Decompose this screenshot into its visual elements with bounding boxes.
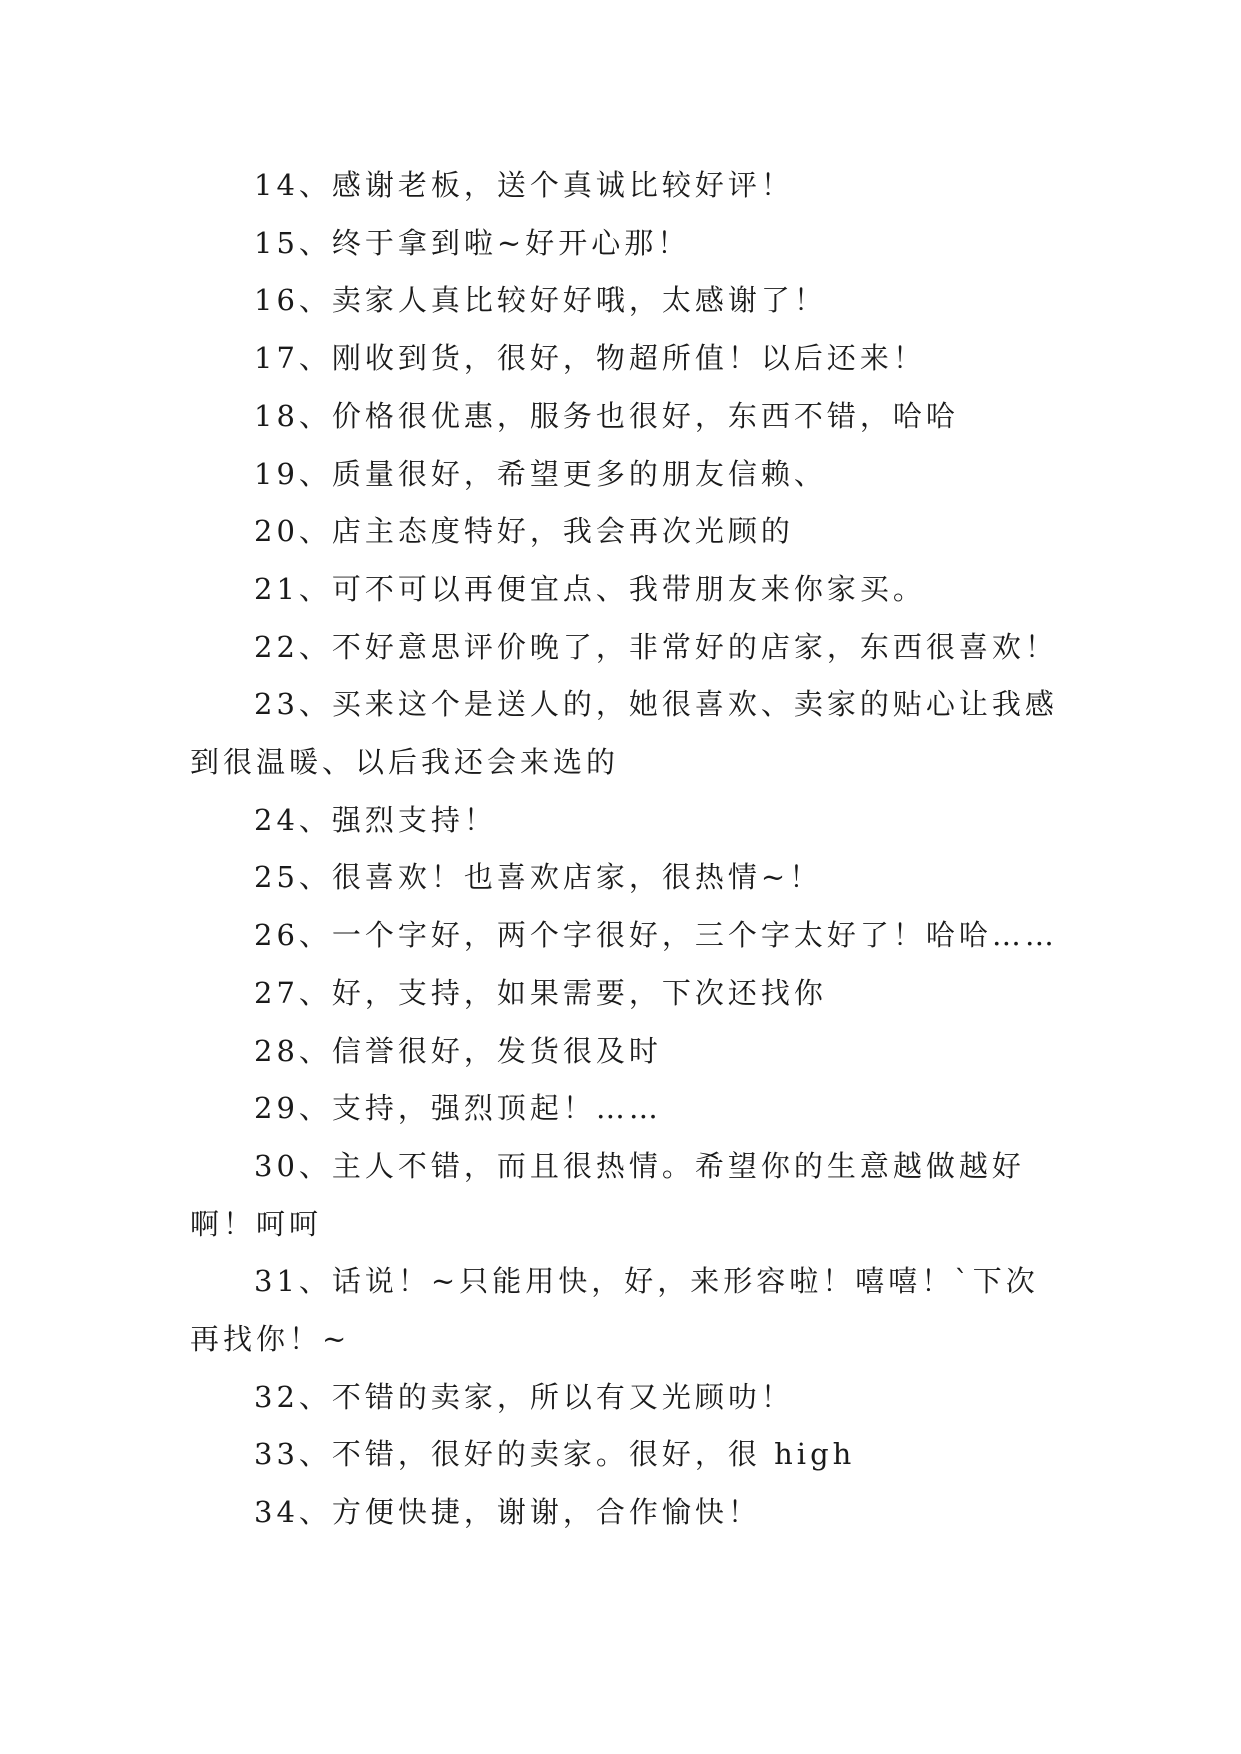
paragraph-26: 26、一个字好，两个字很好，三个字太好了！哈哈……: [254, 918, 1058, 953]
paragraph-23: 23、买来这个是送人的，她很喜欢、卖家的贴心让我感到很温暖、以后我还会来选的: [190, 687, 1058, 780]
paragraph-21: 21、可不可以再便宜点、我带朋友来你家买。: [254, 571, 926, 606]
paragraph-14: 14、感谢老板，送个真诚比较好评！: [254, 168, 794, 202]
paragraph-18: 18、价格很优惠，服务也很好，东西不错，哈哈: [254, 398, 959, 433]
paragraph-32: 32、不错的卖家，所以有又光顾叻！: [254, 1379, 794, 1414]
paragraph-22: 22、不好意思评价晚了，非常好的店家，东西很喜欢！: [254, 629, 1058, 664]
paragraph-16: 16、卖家人真比较好好哦，太感谢了！: [254, 283, 827, 318]
paragraph-28: 28、信誉很好，发货很及时: [254, 1033, 662, 1068]
paragraph-31: 31、话说！~只能用快，好，来形容啦！嘻嘻！`下次再找你！~: [190, 1264, 1039, 1357]
paragraph-30: 30、主人不错，而且很热情。希望你的生意越做越好啊！呵呵: [190, 1148, 1025, 1241]
paragraph-24: 24、强烈支持！: [254, 802, 497, 837]
paragraph-17: 17、刚收到货，很好，物超所值！以后还来！: [254, 341, 926, 376]
paragraph-34: 34、方便快捷，谢谢，合作愉快！: [254, 1495, 761, 1530]
paragraph-29: 29、支持，强烈顶起！……: [254, 1091, 662, 1126]
paragraph-20: 20、店主态度特好，我会再次光顾的: [254, 514, 794, 549]
document-body: [190, 157, 1060, 1542]
paragraph-33: 33、不错，很好的卖家。很好，很 high: [254, 1437, 856, 1472]
paragraph-25: 25、很喜欢！也喜欢店家，很热情~！: [254, 860, 823, 895]
paragraph-27: 27、好，支持，如果需要，下次还找你: [254, 975, 827, 1010]
paragraph-19: 19、质量很好，希望更多的朋友信赖、: [254, 456, 827, 491]
paragraph-15: 15、终于拿到啦~好开心那！: [254, 225, 691, 260]
